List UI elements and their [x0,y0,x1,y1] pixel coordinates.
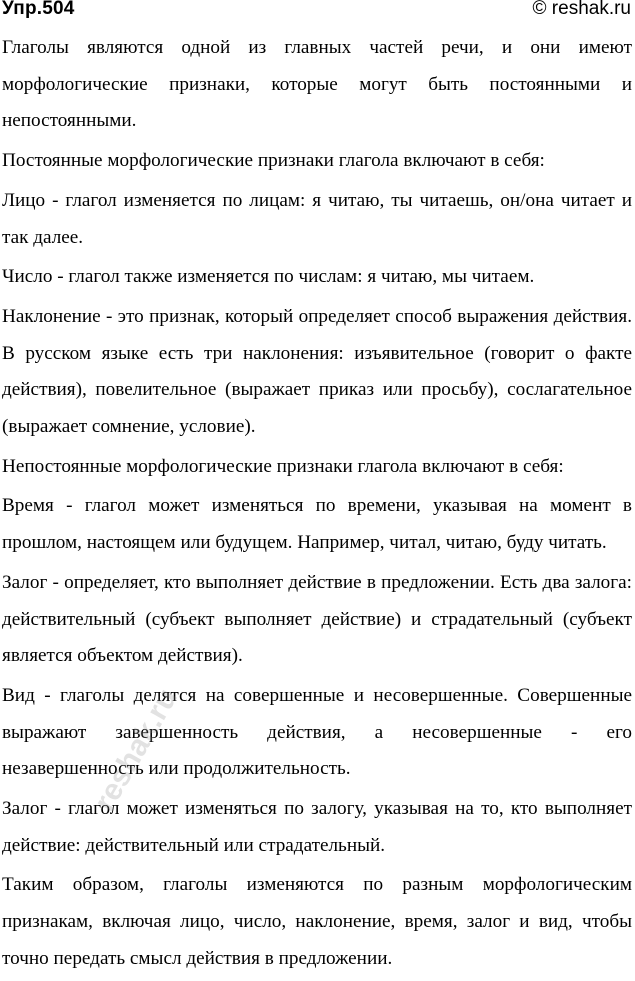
paragraph-person: Лицо - глагол изменяется по лицам: я читаю, ты читаешь, он/она читает и так далее. [2,189,632,248]
exercise-title: Упр.504 [2,0,75,19]
paragraph-voice: Залог - определяет, кто выполняет действие в предложении. Есть два залога: действительный (субъект выполняет действие) и страдательный (субъект является объектом действия). [2,571,632,667]
paragraph-constant-heading: Постоянные морфологические признаки глагола включают в себя: [2,150,545,172]
paragraph-number: Число - глагол также изменяется по числам: я читаю, мы читаем. [2,266,535,288]
site-credit: © reshak.ru [532,0,631,19]
paragraph-aspect: Вид - глаголы делятся на совершенные и несовершенные. Совершенные выражают завершенность действия, а несовершенные - его незавершенность или продолжительность. [2,684,632,780]
paragraph-mood: Наклонение - это признак, который определяет способ выражения действия. В русском языке есть три наклонения: изъявительное (говорит о факте действия), повелительное (выражает приказ или просьбу), сослагательное (выражает сомнение, условие). [2,305,632,438]
paragraph-conclusion: Таким образом, глаголы изменяются по разным морфологическим признакам, включая лицо, число, наклонение, время, залог и вид, чтобы точно передать смысл действия в предложении. [2,874,632,969]
watermark: reshak.ru [88,683,185,817]
page-header [0,0,635,28]
paragraph-intro: Глаголы являются одной из главных частей речи, и они имеют морфологические признаки, которые могут быть постоянными и непостоянными. [2,37,632,132]
paragraph-voice-change: Залог - глагол может изменяться по залогу, указывая на то, кто выполняет действие: действительный или страдательный. [2,798,632,856]
answer-text [2,30,632,981]
paragraph-tense: Время - глагол может изменяться по времени, указывая на момент в прошлом, настоящем или будущем. Например, читал, читаю, буду читать. [2,495,632,554]
paragraph-variable-heading: Непостоянные морфологические признаки глагола включают в себя: [2,455,564,477]
